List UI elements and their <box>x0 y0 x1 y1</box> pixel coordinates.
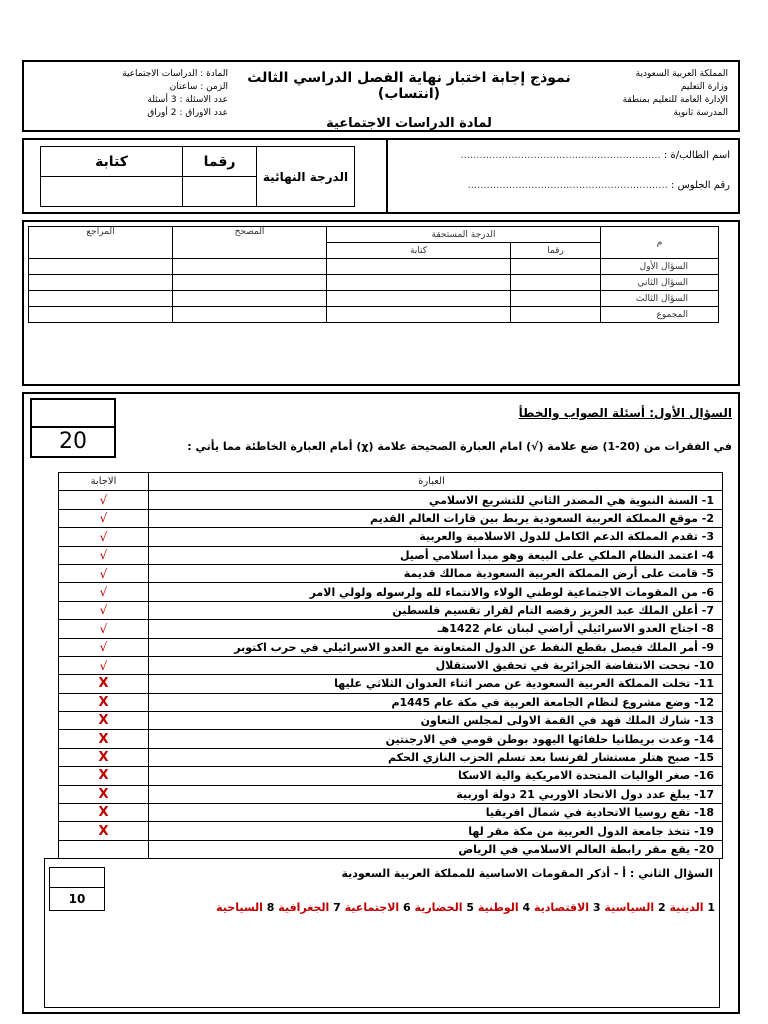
marks-col-m: م <box>601 227 719 259</box>
tf-answer-check[interactable]: √ <box>59 528 149 546</box>
seat-number-dots: ............................................................... <box>467 180 668 191</box>
tf-statement: 7- أعلن الملك عبد العزيز رفضه التام لقرار تقسيم فلسطين <box>149 601 723 619</box>
student-name-field[interactable] <box>400 150 730 161</box>
exam-title: نموذج إجابة اختبار نهاية الفصل الدراسي الثالث (انتساب) <box>247 70 571 102</box>
tf-row <box>59 804 723 822</box>
tf-statement: 10- نجحت الانتفاضة الجزائرية في تحقيق الاستقلال <box>149 656 723 674</box>
student-fields <box>386 140 740 212</box>
tf-answer-cross[interactable]: X <box>59 730 149 748</box>
tf-row <box>59 712 723 730</box>
tf-row <box>59 601 723 619</box>
q1-instruction: في الفقرات من (20-1) ضع علامة (√) امام العبارة الصحيحة علامة (χ) أمام العبارة الخاطئة مما يأتي : <box>187 440 732 453</box>
tf-statement: 1- السنة النبوية هي المصدر الثاني للتشريع الاسلامي <box>149 491 723 509</box>
q2-answers <box>216 901 715 914</box>
tf-header-row <box>59 473 723 491</box>
tf-answer-check[interactable]: √ <box>59 546 149 564</box>
q2-answer-number: 2 <box>657 901 666 914</box>
tf-statement: 19- تتخذ جامعة الدول العربية من مكة مقر لها <box>149 822 723 840</box>
q2-answer-word: الدينية <box>669 901 704 914</box>
tf-row <box>59 583 723 601</box>
q2-answer-number: 5 <box>466 901 474 914</box>
country-line: المملكة العربية السعودية <box>635 69 728 79</box>
tf-row <box>59 822 723 840</box>
marks-summary-box <box>22 220 740 386</box>
q2-score-total: 10 <box>68 892 86 906</box>
marks-table <box>28 226 719 323</box>
q2-answer-number: 8 <box>266 901 275 914</box>
exam-title-block <box>234 70 584 131</box>
student-name-dots: ............................................................... <box>460 150 661 161</box>
marks-row <box>29 275 719 291</box>
tf-row <box>59 730 723 748</box>
question-one-box <box>22 392 740 1014</box>
questions-count-line: عدد الاسئلة : 3 أسئلة <box>147 95 228 105</box>
marks-cell[interactable] <box>173 275 327 291</box>
grade-digits-cell[interactable] <box>183 177 257 207</box>
marks-col-reviewer: المراجع <box>29 227 173 259</box>
student-name-label: أسم الطالب/ة : <box>663 150 730 161</box>
q2-score-box <box>49 867 105 911</box>
tf-answer-cross[interactable]: X <box>59 804 149 822</box>
q2-answer-word: الاجتماعية <box>344 901 400 914</box>
q2-title: السؤال الثاني : أ - أذكر المقومات الاساسية للمملكة العربية السعودية <box>341 867 713 880</box>
tf-statement: 5- قامت على أرض المملكة العربية السعودية ممالك قديمة <box>149 564 723 582</box>
exam-header <box>22 60 740 132</box>
marks-row <box>29 291 719 307</box>
q2-score-earned[interactable] <box>50 868 104 888</box>
tf-answer-cross[interactable]: X <box>59 675 149 693</box>
marks-sub-words: كتابة <box>327 243 511 259</box>
exam-subtitle: لمادة الدراسات الاجتماعية <box>326 116 492 131</box>
q2-answer-word: الوطنية <box>477 901 519 914</box>
tf-answer-check[interactable]: √ <box>59 620 149 638</box>
marks-cell[interactable] <box>29 259 173 275</box>
tf-statement: 16- صغر الواليات المتحدة الامريكية والية الاسكا <box>149 767 723 785</box>
tf-row <box>59 785 723 803</box>
marks-col-deserved: الدرجة المستحقة <box>327 227 601 243</box>
marks-cell[interactable] <box>173 307 327 323</box>
tf-row <box>59 564 723 582</box>
tf-row <box>59 528 723 546</box>
tf-answer-cross[interactable]: X <box>59 785 149 803</box>
seat-number-label: رقم الجلوس : <box>671 180 730 191</box>
tf-answer-check[interactable]: √ <box>59 656 149 674</box>
marks-cell[interactable] <box>511 275 601 291</box>
tf-statement: 9- أمر الملك فيصل بقطع النفط عن الدول المتعاونة مع العدو الاسرائيلي في حرب اكتوبر <box>149 638 723 656</box>
subject-line: المادة : الدراسات الاجتماعية <box>122 69 228 79</box>
marks-sub-digits: رقما <box>511 243 601 259</box>
marks-cell[interactable] <box>511 307 601 323</box>
q1-score-earned[interactable] <box>32 400 114 428</box>
final-grade-label: الدرجة النهائية <box>257 147 355 207</box>
marks-row <box>29 307 719 323</box>
tf-statement: 15- صبح هتلر مستشار لفرنسا بعد تسلم الحزب النازي الحكم <box>149 748 723 766</box>
final-grade-table <box>40 146 355 207</box>
ministry-info <box>578 68 728 120</box>
duration-line: الزمن : ساعتان <box>169 82 228 92</box>
q2-answer-number: 4 <box>522 901 531 914</box>
marks-cell[interactable] <box>173 291 327 307</box>
grade-words-cell[interactable] <box>41 177 183 207</box>
true-false-table <box>58 472 723 859</box>
q2-answer-word: الجغرافية <box>278 901 330 914</box>
marks-row-label: السؤال الثاني <box>601 275 719 291</box>
q2-answer-word: الحضارية <box>414 901 463 914</box>
tf-row <box>59 620 723 638</box>
tf-row <box>59 693 723 711</box>
tf-row <box>59 509 723 527</box>
tf-answer-check[interactable]: √ <box>59 491 149 509</box>
marks-cell[interactable] <box>29 291 173 307</box>
q2-answer-number: 7 <box>333 901 341 914</box>
student-info-box <box>22 138 740 214</box>
marks-cell[interactable] <box>511 259 601 275</box>
tf-answer-check[interactable]: √ <box>59 601 149 619</box>
tf-statement: 13- شارك الملك فهد في القمة الاولى لمجلس التعاون <box>149 712 723 730</box>
marks-col-corrector: المصحح <box>173 227 327 259</box>
tf-row <box>59 638 723 656</box>
tf-answer-check[interactable]: √ <box>59 583 149 601</box>
marks-cell[interactable] <box>327 275 511 291</box>
tf-row <box>59 748 723 766</box>
tf-row <box>59 546 723 564</box>
tf-answer-check[interactable] <box>59 840 149 858</box>
q2-answer-word: الاقتصادية <box>533 901 590 914</box>
tf-answer-check[interactable]: √ <box>59 638 149 656</box>
q2-answer-word: السياسية <box>604 901 655 914</box>
seat-number-field[interactable] <box>400 180 730 191</box>
tf-statement: 2- موقع المملكة العربية السعودية يربط بين قارات العالم القديم <box>149 509 723 527</box>
tf-answer-cross[interactable]: X <box>59 822 149 840</box>
tf-answer-cross[interactable]: X <box>59 693 149 711</box>
marks-row-label: السؤال الأول <box>601 259 719 275</box>
question-two-box <box>44 858 720 1008</box>
tf-statement: 6- من المقومات الاجتماعية لوطني الولاء والانتماء لله ولرسوله ولولي الامر <box>149 583 723 601</box>
grade-digits-label: رقما <box>183 147 257 177</box>
tf-answer-cross[interactable]: X <box>59 712 149 730</box>
marks-cell[interactable] <box>29 307 173 323</box>
q1-score-total: 20 <box>59 429 87 454</box>
tf-statement: 14- وعدت بريطانيا حلفائها اليهود بوطن قومي في الارجنتين <box>149 730 723 748</box>
tf-row <box>59 656 723 674</box>
pages-count-line: عدد الاوراق : 2 أوراق <box>147 108 228 118</box>
tf-answer-cross[interactable]: X <box>59 767 149 785</box>
directorate-line: الإدارة العامة للتعليم بمنطقة <box>622 95 728 105</box>
q2-answer-word: السياحية <box>216 901 263 914</box>
tf-statement: 17- يبلغ عدد دول الاتحاد الاوربي 21 دولة اوربية <box>149 785 723 803</box>
q2-answer-number: 3 <box>592 901 601 914</box>
q1-score-box <box>30 398 116 458</box>
marks-cell[interactable] <box>173 259 327 275</box>
marks-row-label: المجموع <box>601 307 719 323</box>
marks-cell[interactable] <box>327 259 511 275</box>
tf-statement: 20- يقع مقر رابطة العالم الاسلامي في الرياض <box>149 840 723 858</box>
marks-row <box>29 259 719 275</box>
tf-row <box>59 675 723 693</box>
grade-words-label: كتابة <box>41 147 183 177</box>
marks-cell[interactable] <box>327 291 511 307</box>
tf-statement: 11- تخلت المملكة العربية السعودية عن مصر اثناء العدوان الثلاثي عليها <box>149 675 723 693</box>
tf-statement: 3- تقدم المملكة الدعم الكامل للدول الاسلامية والعربية <box>149 528 723 546</box>
marks-cell[interactable] <box>327 307 511 323</box>
tf-answer-cross[interactable]: X <box>59 748 149 766</box>
tf-row <box>59 491 723 509</box>
tf-row <box>59 767 723 785</box>
tf-statement: 4- اعتمد النظام الملكي على البيعة وهو مبدأ اسلامي أصيل <box>149 546 723 564</box>
marks-cell[interactable] <box>29 275 173 291</box>
tf-statement: 8- اجتاح العدو الاسرائيلي أراضي لبنان عام 1422هـ <box>149 620 723 638</box>
q2-answer-number: 6 <box>403 901 411 914</box>
tf-answer-check[interactable]: √ <box>59 564 149 582</box>
tf-col-statement: العبارة <box>149 473 723 491</box>
ministry-line: وزارة التعليم <box>680 82 728 92</box>
exam-info <box>68 68 228 120</box>
marks-cell[interactable] <box>511 291 601 307</box>
tf-col-answer: الاجابة <box>59 473 149 491</box>
marks-row-label: السؤال الثالث <box>601 291 719 307</box>
tf-row <box>59 840 723 858</box>
q2-answer-number: 1 <box>707 901 715 914</box>
q1-title: السؤال الأول: أسئلة الصواب والخطأ <box>518 406 732 420</box>
tf-answer-check[interactable]: √ <box>59 509 149 527</box>
tf-statement: 12- وضع مشروع لنظام الجامعة العربية في مكة عام 1445م <box>149 693 723 711</box>
school-line: المدرسة ثانوية <box>673 108 728 118</box>
tf-statement: 18- تقع روسيا الاتحادية في شمال افريقيا <box>149 804 723 822</box>
